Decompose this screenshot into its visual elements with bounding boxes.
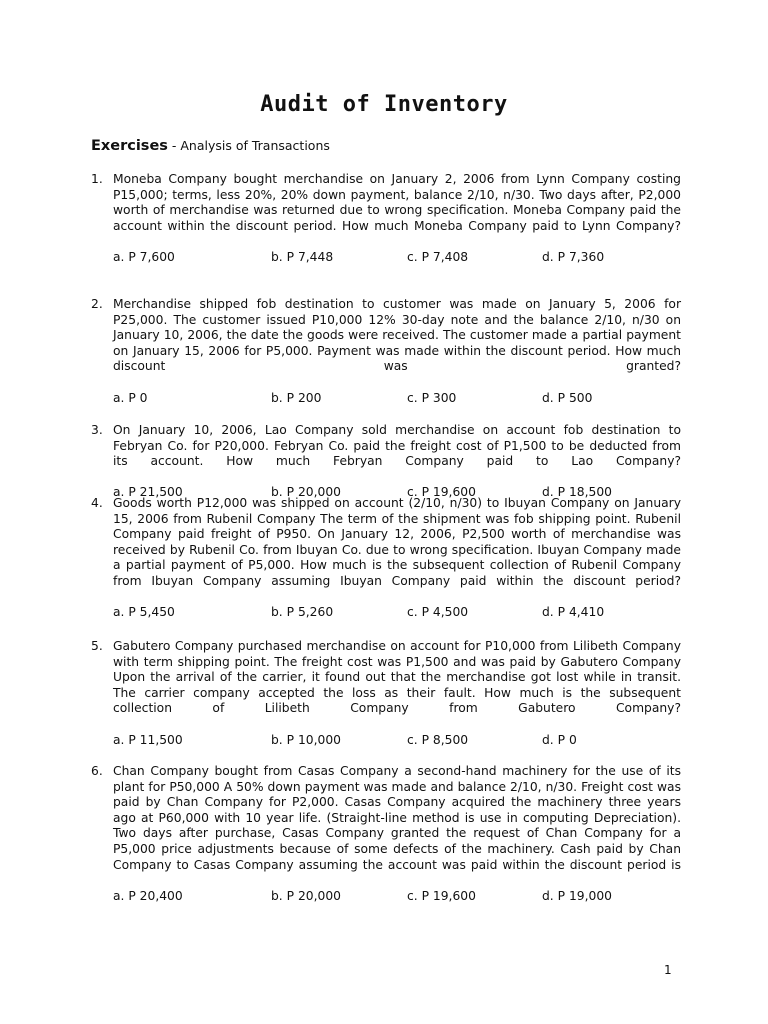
- answer-choices: [113, 733, 681, 749]
- answer-choices: [113, 250, 681, 266]
- question-number: 5.: [91, 639, 103, 653]
- choice-a: a. P 21,500: [113, 485, 183, 500]
- choice-c: c. P 19,600: [407, 485, 476, 500]
- question-4: [91, 496, 681, 621]
- question-text: Goods worth P12,000 was shipped on account (2/10, n/30) to Ibuyan Company on January 15, 2006 from Rubenil Company The term of the shipment was fob shipping point. Rubenil Company paid freight of P950. On January 12, 2006, P2,500 worth of merchandise was received by Rubenil Co. from Ibuyan Co. due to wrong specification. Ibuyan Company made a partial payment of P5,000. How much is the subsequent collection of Rubenil Company from Ibuyan Company assuming Ibuyan Company paid within the discount period?: [113, 496, 681, 588]
- question-number: 4.: [91, 496, 103, 510]
- choice-c: c. P 8,500: [407, 732, 469, 747]
- choice-b: b. P 200: [271, 390, 322, 405]
- page-title: Audit of Inventory: [260, 92, 508, 117]
- choice-d: d. P 7,360: [542, 249, 605, 264]
- question-text: Chan Company bought from Casas Company a second-hand machinery for the use of its plant for P50,000 A 50% down payment was made and balance 2/10, n/30. Freight cost was paid by Chan Company for P2,000. Casas Company acquired the machinery three years ago at P60,000 with 10 year life. (Straight-line method is use in computing Depreciation). Two days after purchase, Casas Company granted the request of Chan Company for a P5,000 price adjustments because of some defects of the machinery. Cash paid by Chan Company to Casas Company assuming the account was paid within the discount period is: [113, 764, 681, 872]
- question-3: [91, 423, 681, 501]
- choice-b: b. P 7,448: [271, 249, 334, 264]
- choice-d: d. P 500: [542, 390, 593, 405]
- choice-c: c. P 7,408: [407, 249, 469, 264]
- section-subtitle: [91, 138, 330, 154]
- choice-d: d. P 19,000: [542, 888, 612, 903]
- choice-c: c. P 300: [407, 390, 457, 405]
- choice-b: b. P 5,260: [271, 605, 334, 620]
- choice-d: d. P 4,410: [542, 605, 605, 620]
- choice-a: a. P 11,500: [113, 732, 183, 747]
- choice-b: b. P 20,000: [271, 888, 341, 903]
- subtitle-bold: Exercises: [91, 138, 168, 154]
- choice-a: a. P 20,400: [113, 888, 183, 903]
- question-text: On January 10, 2006, Lao Company sold merchandise on account fob destination to Febryan Co. for P20,000. Febryan Co. paid the freight cost of P1,500 to be deducted from its account. How much Febryan Company paid to Lao Company?: [113, 423, 681, 469]
- answer-choices: [113, 605, 681, 621]
- subtitle-rest: - Analysis of Transactions: [167, 138, 330, 153]
- question-number: 1.: [91, 172, 103, 186]
- question-number: 6.: [91, 764, 103, 778]
- choice-c: c. P 19,600: [407, 888, 476, 903]
- question-6: [91, 764, 681, 905]
- question-text: Merchandise shipped fob destination to customer was made on January 5, 2006 for P25,000. The customer issued P10,000 12% 30-day note and the balance 2/10, n/30 on January 10, 2006, the date the goods were received. The customer made a partial payment on January 15, 2006 for P5,000. Payment was made within the discount period. How much discount was granted?: [113, 297, 681, 374]
- page-number: 1: [664, 963, 672, 977]
- choice-b: b. P 10,000: [271, 732, 341, 747]
- question-text: Gabutero Company purchased merchandise on account for P10,000 from Lilibeth Company with term shipping point. The freight cost was P1,500 and was paid by Gabutero Company Upon the arrival of the carrier, it found out that the merchandise got lost while in transit. The carrier company accepted the loss as their fault. How much is the subsequent collection of Lilibeth Company from Gabutero Company?: [113, 639, 681, 716]
- question-2: [91, 297, 681, 407]
- question-5: [91, 639, 681, 749]
- choice-a: a. P 5,450: [113, 605, 175, 620]
- question-1: [91, 172, 681, 266]
- choice-a: a. P 0: [113, 390, 148, 405]
- choice-c: c. P 4,500: [407, 605, 469, 620]
- answer-choices: [113, 889, 681, 905]
- question-number: 3.: [91, 423, 103, 437]
- choice-d: d. P 0: [542, 732, 577, 747]
- answer-choices: [113, 391, 681, 407]
- choice-b: b. P 20,000: [271, 485, 341, 500]
- choice-d: d. P 18,500: [542, 485, 612, 500]
- question-number: 2.: [91, 297, 103, 311]
- choice-a: a. P 7,600: [113, 249, 175, 264]
- question-text: Moneba Company bought merchandise on January 2, 2006 from Lynn Company costing P15,000; terms, less 20%, 20% down payment, balance 2/10, n/30. Two days after, P2,000 worth of merchandise was returned due to wrong specification. Moneba Company paid the account within the discount period. How much Moneba Company paid to Lynn Company?: [113, 172, 681, 233]
